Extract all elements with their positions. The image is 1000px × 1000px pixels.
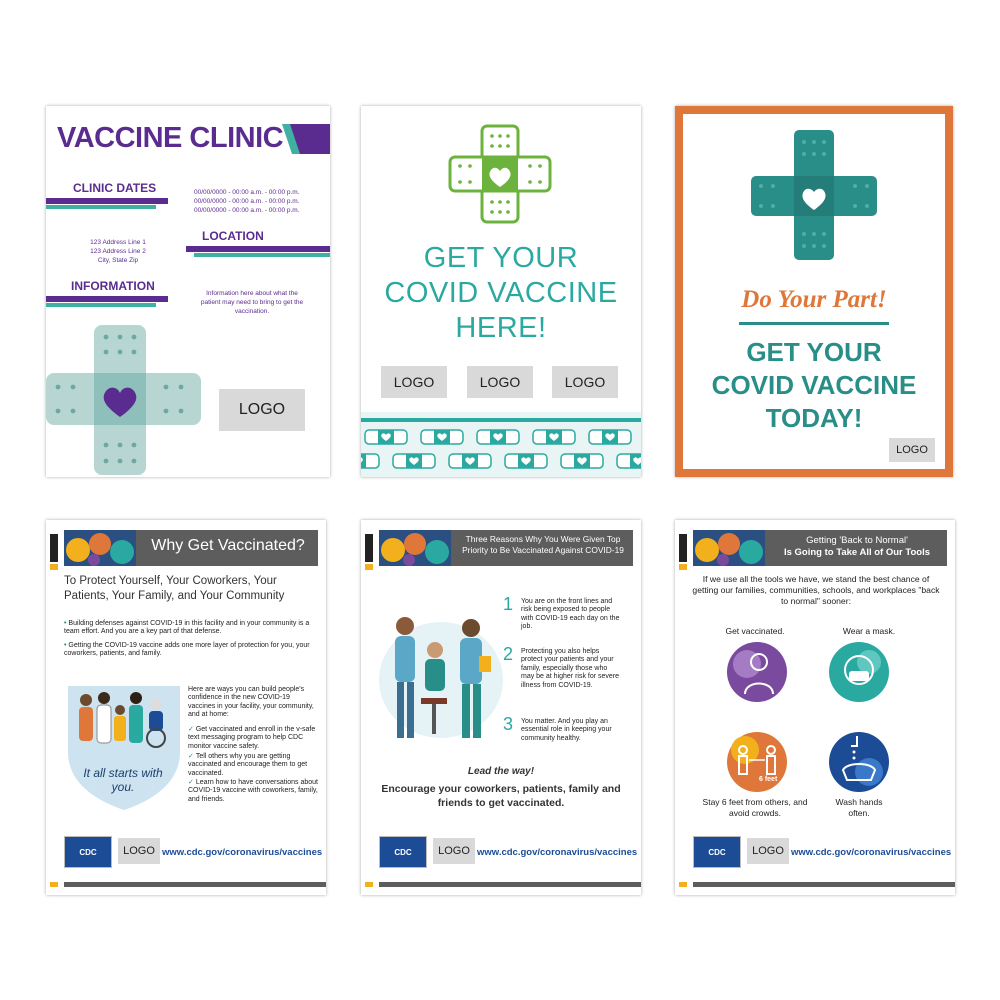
accent-tab: [365, 534, 373, 562]
banner-title: Why Get Vaccinated?: [151, 537, 305, 554]
cdc-logo: CDC: [693, 836, 741, 868]
address-line: City, State Zip: [97, 257, 139, 264]
logo-placeholder: LOGO: [219, 389, 305, 431]
information-text: Information here about what the patient may need to bring to get the vaccination.: [200, 290, 304, 315]
accent-tab: [50, 534, 58, 562]
date-row: 00/00/0000 - 00:00 a.m. - 00:00 p.m.: [194, 189, 300, 196]
logo-placeholder: LOGO: [747, 838, 789, 864]
header-banner: [379, 530, 633, 566]
accent-tab: [365, 564, 373, 570]
bullet-item: ✓ Learn how to have conversations about COVID-19 vaccine with coworkers, family, and friends.: [188, 779, 319, 803]
address-line: 123 Address Line 2: [90, 248, 146, 255]
clinic-dates-list: [194, 188, 300, 215]
six-feet-label: 6 feet: [759, 776, 778, 783]
headline-line: GET YOUR: [746, 337, 882, 367]
header-banner: [693, 530, 947, 566]
distance-icon: [725, 730, 789, 794]
encourage-text: Encourage your coworkers, patients, family and friends to get vaccinated.: [381, 783, 621, 809]
reason-text: You are on the front lines and risk being exposed to people with COVID-19 each day on the job.: [521, 598, 620, 631]
back-to-normal-flyer: [675, 520, 955, 895]
footer-bar: [64, 882, 326, 887]
logo-placeholder: LOGO: [467, 366, 533, 398]
accent-tab: [679, 534, 687, 562]
footer-accent: [50, 882, 58, 887]
banner-line: Is Going to Take All of Our Tools: [783, 547, 931, 558]
poster-body: [683, 114, 945, 469]
footer-accent: [365, 882, 373, 887]
accent-tab: [50, 564, 58, 570]
logo-placeholder: LOGO: [118, 838, 160, 864]
divider: [46, 198, 168, 204]
three-reasons-flyer: [361, 520, 641, 895]
banner-line: Getting 'Back to Normal': [806, 535, 908, 546]
clinic-dates-heading: CLINIC DATES: [73, 181, 157, 195]
logo-placeholder: LOGO: [552, 366, 618, 398]
divider: [46, 303, 156, 307]
footer-bar: [379, 882, 641, 887]
tool-label: Get vaccinated.: [725, 626, 785, 636]
cdc-url[interactable]: www.cdc.gov/coronavirus/vaccines: [162, 847, 323, 858]
bandage-heart-icon: [751, 130, 877, 260]
headline: [361, 241, 641, 346]
headline: [683, 336, 945, 435]
footer-bar: [693, 882, 955, 887]
virus-collage-icon: [64, 530, 136, 566]
bullet-item: ✓ Get vaccinated and enroll in the v-safe text messaging program to help CDC monitor vaccine safety.: [188, 726, 316, 750]
vaccine-here-poster: [361, 106, 641, 477]
shield-text: It all starts with you.: [83, 766, 163, 794]
divider: [186, 246, 330, 252]
cdc-logo: CDC: [379, 836, 427, 868]
subtitle: To Protect Yourself, Your Coworkers, Your Patients, Your Family, and Your Community: [64, 575, 285, 602]
corner-stripe-graphic: [282, 124, 330, 154]
logo-placeholder: LOGO: [381, 366, 447, 398]
bullet-text: Get vaccinated and enroll in the v-safe text messaging program to help CDC monitor vaccine safety.: [188, 726, 316, 750]
divider: [194, 253, 330, 257]
banner-title: Three Reasons Why You Were Given Top Priority to Be Vaccinated Against COVID-19: [462, 534, 624, 555]
do-your-part-poster: [675, 106, 953, 477]
tool-label: Stay 6 feet from others, and avoid crowds.: [702, 797, 808, 818]
divider: [46, 205, 156, 209]
healthcare-workers-illustration: [377, 604, 505, 746]
information-heading: INFORMATION: [71, 279, 155, 293]
tool-label: Wear a mask.: [842, 626, 896, 636]
date-row: 00/00/0000 - 00:00 a.m. - 00:00 p.m.: [194, 198, 300, 205]
address-block: [84, 238, 152, 265]
banner-title: [769, 535, 945, 559]
poster-title: VACCINE CLINIC: [57, 122, 284, 154]
bandage-heart-icon: [436, 124, 564, 224]
vaccinated-person-icon: [725, 640, 789, 704]
reason-text: You matter. And you play an essential role in keeping your community healthy.: [521, 718, 612, 742]
accent-tab: [679, 564, 687, 570]
address-line: 123 Address Line 1: [90, 239, 146, 246]
bullet-item: • Building defenses against COVID-19 in this facility and in your community is a team effort. And you are a key part of that defense.: [64, 620, 310, 636]
cdc-logo: CDC: [64, 836, 112, 868]
header-banner: [64, 530, 318, 566]
logo-placeholder: LOGO: [433, 838, 475, 864]
intro-text: If we use all the tools we have, we stand the best chance of getting our families, communities, schools, and workplaces "back to normal" sooner:: [692, 574, 940, 606]
headline-line: COVID VACCINE: [711, 370, 917, 400]
hand-wash-icon: [827, 730, 891, 794]
bullet-text: Learn how to have conversations about COVID-19 vaccine with coworkers, family, and friends.: [188, 779, 319, 803]
vaccine-clinic-poster: [46, 106, 330, 477]
bullet-item: • Getting the COVID-19 vaccine adds one more layer of protection for you, your coworkers, patients, and family.: [64, 642, 310, 658]
bullet-text: Building defenses against COVID-19 in this facility and in your community is a team effort. And you are a key part of that defense.: [64, 620, 310, 636]
bandage-heart-icon: [46, 325, 206, 475]
headline-line: HERE!: [455, 312, 547, 344]
reason-text: Protecting you also helps protect your patients and your family, especially those who may be at higher risk for severe illness from COVID-19.: [521, 648, 620, 689]
date-row: 00/00/0000 - 00:00 a.m. - 00:00 p.m.: [194, 207, 300, 214]
tool-label: Wash hands often.: [835, 797, 883, 818]
intro-text: Here are ways you can build people's confidence in the new COVID-19 vaccines in your facility, your community, and at home:: [188, 686, 314, 719]
bullet-text: Tell others why you are getting vaccinated and encourage them to get vaccinated.: [188, 753, 308, 777]
headline-line: TODAY!: [765, 403, 863, 433]
bandage-pattern-border: [361, 412, 641, 477]
reason-number: 3: [503, 714, 514, 734]
face-mask-icon: [827, 640, 891, 704]
headline-line: GET YOUR: [423, 242, 579, 274]
logo-placeholder: LOGO: [889, 438, 935, 462]
divider: [739, 322, 889, 325]
why-get-vaccinated-flyer: [46, 520, 326, 895]
virus-collage-icon: [379, 530, 451, 566]
location-heading: LOCATION: [202, 229, 264, 243]
footer-accent: [679, 882, 687, 887]
bullet-text: Getting the COVID-19 vaccine adds one more layer of protection for you, your coworkers, patients, and family.: [64, 642, 310, 658]
cdc-url[interactable]: www.cdc.gov/coronavirus/vaccines: [477, 847, 638, 858]
bullet-item: ✓ Tell others why you are getting vaccinated and encourage them to get vaccinated.: [188, 753, 308, 777]
reason-number: 2: [503, 644, 514, 664]
divider: [46, 296, 168, 302]
headline-line: COVID VACCINE: [384, 277, 618, 309]
reason-number: 1: [503, 594, 514, 614]
lead-text: Lead the way!: [467, 766, 535, 777]
cdc-url[interactable]: www.cdc.gov/coronavirus/vaccines: [791, 847, 952, 858]
tagline: Do Your Part!: [741, 286, 887, 313]
virus-collage-icon: [693, 530, 765, 566]
